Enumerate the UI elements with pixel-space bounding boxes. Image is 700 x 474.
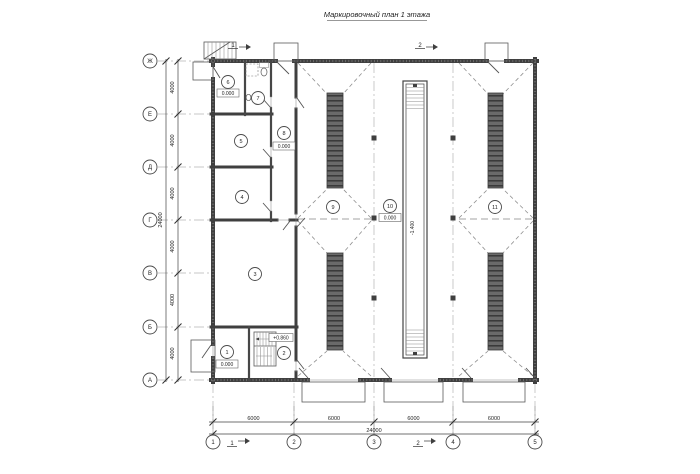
row-axis-label: Д <box>147 165 153 172</box>
central-inspection-pit <box>403 81 427 358</box>
row-axis-label: А <box>147 378 153 385</box>
sink <box>246 94 251 100</box>
elevation-label: 0.000 <box>277 144 291 150</box>
vestibule-top-1 <box>274 43 298 61</box>
col-axis-label: 1 <box>211 440 215 447</box>
svg-text:2: 2 <box>418 43 422 49</box>
dimension-label: 4000 <box>170 293 176 307</box>
col-axis-label: 5 <box>533 440 537 447</box>
svg-text:1: 1 <box>230 441 234 447</box>
row-axis-markers <box>143 54 157 387</box>
pit-elevation-label: -1.400 <box>410 220 416 236</box>
dimension-label: 6000 <box>247 416 260 422</box>
toilet-bowl <box>261 68 267 76</box>
porch-top-left <box>193 62 213 80</box>
col-axis-label: 3 <box>372 440 376 447</box>
dimension-label: 4000 <box>170 134 176 147</box>
pit-stair-bottom <box>406 330 424 351</box>
shower-tray <box>246 64 258 76</box>
vestibule-top-2 <box>485 43 508 61</box>
col-axis-label: 2 <box>292 440 296 447</box>
elevation-label: 0.000 <box>220 362 234 368</box>
dimension-label: 4000 <box>170 347 176 360</box>
pit-stair-top <box>406 88 424 109</box>
dimension-label: 6000 <box>487 416 501 422</box>
row-axis-label: Б <box>148 325 152 332</box>
elevation-label: 0.000 <box>221 91 235 97</box>
row-axis-label: Е <box>147 112 153 119</box>
pit-strip <box>327 93 343 188</box>
room-number: 1 <box>225 350 229 356</box>
dimension-label: 4000 <box>170 240 176 253</box>
room-number: 10 <box>386 204 394 210</box>
pit-strip <box>488 253 503 350</box>
section-mark-1-top <box>228 43 251 50</box>
pit-strip <box>488 93 503 188</box>
column-axis-markers <box>206 435 542 449</box>
row-axis-label: Г <box>148 218 152 225</box>
loading-ramps <box>302 382 525 402</box>
room-number: 5 <box>239 139 243 145</box>
dimension-label: 4000 <box>170 187 176 200</box>
svg-text:2: 2 <box>416 441 420 447</box>
dimension-total-label: 24000 <box>366 428 382 434</box>
ramp <box>463 382 525 402</box>
room-number: 7 <box>256 96 260 102</box>
room-number: 8 <box>282 131 286 137</box>
ramp <box>384 382 443 402</box>
ramp <box>302 382 365 402</box>
room-number: 2 <box>282 351 286 357</box>
room-number: 9 <box>331 205 335 211</box>
room-number: 3 <box>253 272 257 278</box>
elevation-label: 0.000 <box>383 215 397 222</box>
row-axis-label: Ж <box>147 59 153 66</box>
dimension-total-label: 24000 <box>158 212 164 228</box>
pit-strip <box>327 253 343 350</box>
elevation-label: +0.860 <box>273 335 289 342</box>
row-axis-label: В <box>147 271 153 278</box>
dimension-label: 4000 <box>170 81 176 94</box>
bottom-dimensions <box>209 406 539 438</box>
room-number: 4 <box>240 195 244 201</box>
svg-text:1: 1 <box>231 43 235 49</box>
left-dimensions <box>158 58 182 384</box>
section-mark-2-top <box>415 43 438 50</box>
col-axis-label: 4 <box>451 440 455 447</box>
section-mark-1-bottom <box>227 438 250 447</box>
drawing-title: Маркировочный план 1 этажа <box>323 10 431 19</box>
room-number: 11 <box>492 205 498 211</box>
dimension-label: 6000 <box>407 416 420 422</box>
section-mark-2-bottom <box>413 438 436 447</box>
dimension-label: 6000 <box>327 416 341 422</box>
toilet-cistern <box>260 63 269 68</box>
room-number: 6 <box>226 80 230 86</box>
